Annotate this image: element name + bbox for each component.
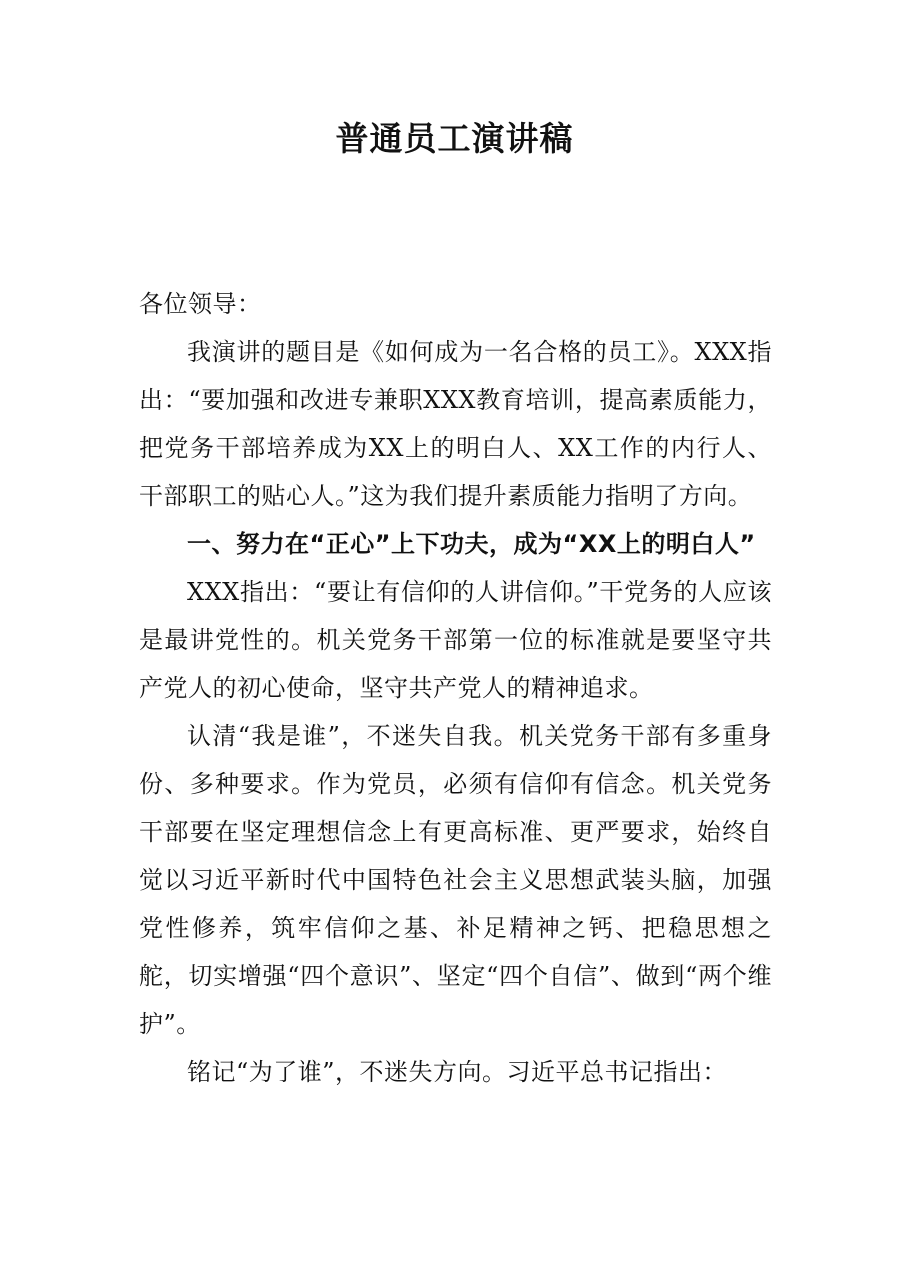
paragraph-intro: 我演讲的题目是《如何成为一名合格的员工》。XXX指出：“要加强和改进专兼职XXX教育培训，提高素质能力，把党务干部培养成为XX上的明白人、XX工作的内行人、干部职工的贴心人。”这为我们提升素质能力指明了方向。 — [139, 338, 772, 510]
paragraph-who-am-i: 认清“我是谁”，不迷失自我。机关党务干部有多重身份、多种要求。作为党员，必须有信仰有信念。机关党务干部要在坚定理想信念上有更高标准、更严要求，始终自觉以习近平新时代中国特色社会主义思想武装头脑，加强党性修养，筑牢信仰之基、补足精神之钙、把稳思想之舵，切实增强“四个意识”、坚定“四个自信”、做到“两个维护”。 — [139, 722, 772, 1038]
section-heading-1: 一、努力在“正心”上下功夫，成为“XX上的明白人” — [187, 530, 756, 558]
document-title: 普通员工演讲稿 — [335, 119, 574, 158]
paragraph-for-whom: 铭记“为了谁”，不迷失方向。习近平总书记指出： — [187, 1058, 728, 1086]
salutation: 各位领导： — [139, 290, 262, 318]
document-body — [139, 280, 772, 1096]
paragraph-belief: XXX指出：“要让有信仰的人讲信仰。”干党务的人应该是最讲党性的。机关党务干部第一位的标准就是要坚守共产党人的初心使命，坚守共产党人的精神追求。 — [139, 578, 772, 702]
